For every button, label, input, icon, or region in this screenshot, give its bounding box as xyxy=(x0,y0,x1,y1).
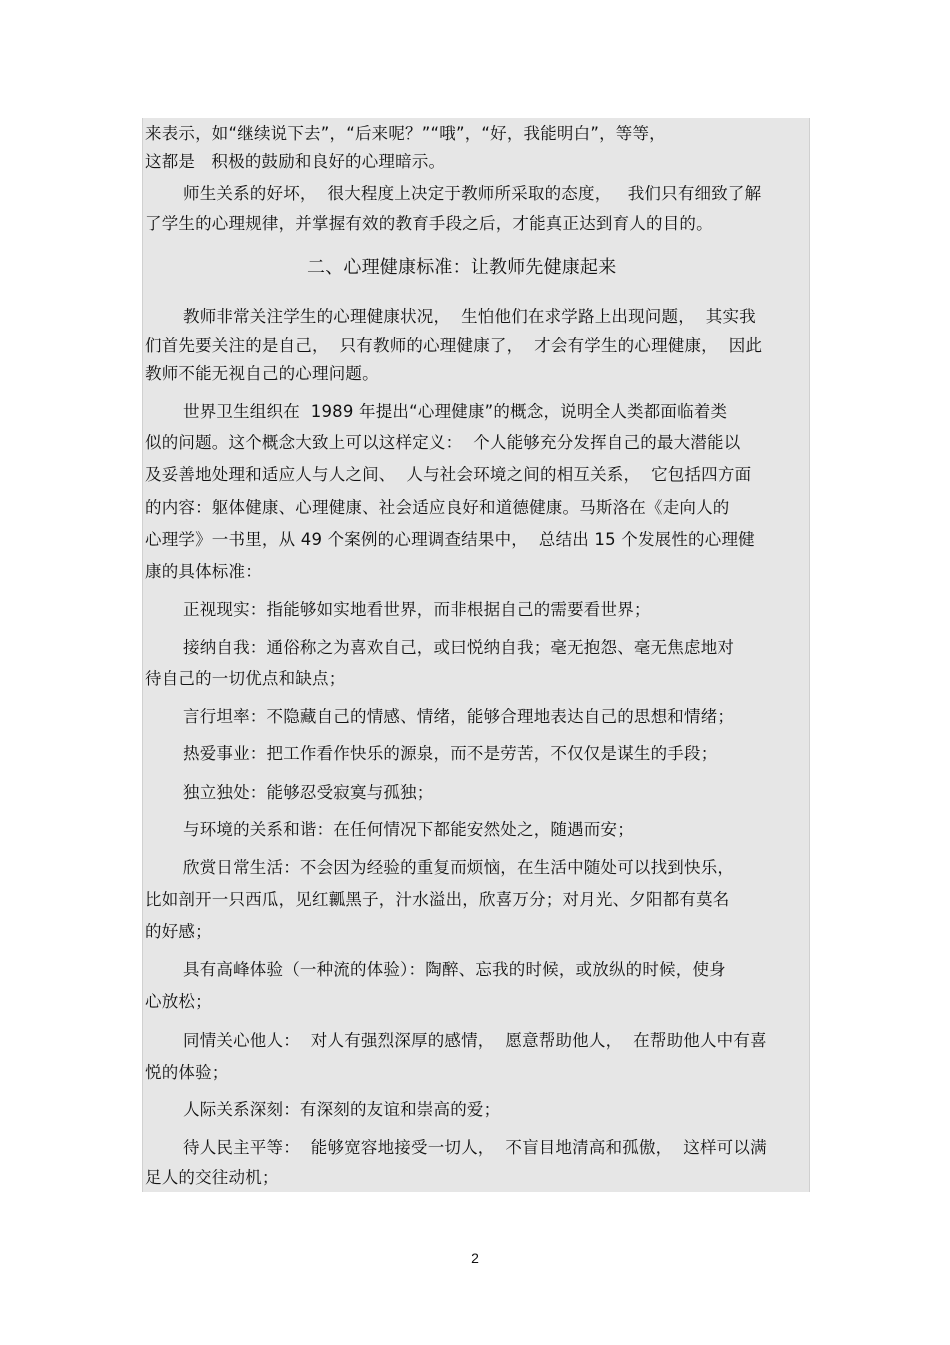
text-line: 具有高峰体验（一种流的体验）：陶醉、忘我的时候，或放纵的时候，使身 xyxy=(183,960,726,979)
text-line: 独立独处：能够忍受寂寞与孤独； xyxy=(183,783,434,802)
text-line: 人际关系深刻：有深刻的友谊和崇高的爱； xyxy=(183,1100,501,1119)
text-line: 了学生的心理规律，并掌握有效的教育手段之后，才能真正达到育人的目的。 xyxy=(145,214,713,233)
text-line: 的好感； xyxy=(145,922,212,941)
text-line: 悦的体验； xyxy=(145,1063,229,1082)
text-line: 来表示，如“继续说下去”，“后来呢？”“哦”，“好，我能明白”，等等， xyxy=(145,124,666,143)
text-line: 似的问题。这个概念大致上可以这样定义： 个人能够充分发挥自己的最大潜能以 xyxy=(145,433,741,452)
text-line: 待自己的一切优点和缺点； xyxy=(145,669,346,688)
text-line: 言行坦率：不隐藏自己的情感、情绪，能够合理地表达自己的思想和情绪； xyxy=(183,707,735,726)
text-line: 这都是 积极的鼓励和良好的心理暗示。 xyxy=(145,152,446,171)
text-line: 教师非常关注学生的心理健康状况， 生怕他们在求学路上出现问题， 其实我 xyxy=(183,307,756,326)
text-line: 待人民主平等： 能够宽容地接受一切人， 不盲目地清高和孤傲， 这样可以满 xyxy=(183,1138,767,1157)
document-body xyxy=(142,118,810,1192)
text-line: 比如剖开一只西瓜，见红瓤黑子，汁水溢出，欣喜万分；对月光、夕阳都有莫名 xyxy=(145,890,730,909)
text-line: 正视现实：指能够如实地看世界，而非根据自己的需要看世界； xyxy=(183,600,651,619)
text-line: 热爱事业：把工作看作快乐的源泉，而不是劳苦，不仅仅是谋生的手段； xyxy=(183,744,718,763)
text-line: 康的具体标准： xyxy=(145,562,262,581)
text-line: 欣赏日常生活：不会因为经验的重复而烦恼，在生活中随处可以找到快乐， xyxy=(183,858,735,877)
text-line: 与环境的关系和谐：在任何情况下都能安然处之，随遇而安； xyxy=(183,820,634,839)
section-heading: 二、心理健康标准：让教师先健康起来 xyxy=(307,257,617,278)
text-line: 世界卫生组织在 1989 年提出“心理健康”的概念，说明全人类都面临着类 xyxy=(183,402,728,421)
text-line: 同情关心他人： 对人有强烈深厚的感情， 愿意帮助他人， 在帮助他人中有喜 xyxy=(183,1031,767,1050)
text-line: 足人的交往动机； xyxy=(145,1168,279,1187)
text-line: 心放松； xyxy=(145,992,212,1011)
page-number: 2 xyxy=(471,1250,479,1266)
text-line: 及妥善地处理和适应人与人之间、 人与社会环境之间的相互关系， 它包括四方面 xyxy=(145,465,752,484)
text-line: 教师不能无视自己的心理问题。 xyxy=(145,364,379,383)
text-line: 心理学》一书里，从 49 个案例的心理调查结果中， 总结出 15 个发展性的心理健 xyxy=(145,530,755,549)
text-line: 接纳自我：通俗称之为喜欢自己，或曰悦纳自我；毫无抱怨、毫无焦虑地对 xyxy=(183,638,735,657)
text-line: 师生关系的好坏， 很大程度上决定于教师所采取的态度， 我们只有细致了解 xyxy=(183,184,762,203)
text-line: 的内容：躯体健康、心理健康、社会适应良好和道德健康。马斯洛在《走向人的 xyxy=(145,498,730,517)
text-line: 们首先要关注的是自己， 只有教师的心理健康了， 才会有学生的心理健康， 因此 xyxy=(145,336,763,355)
